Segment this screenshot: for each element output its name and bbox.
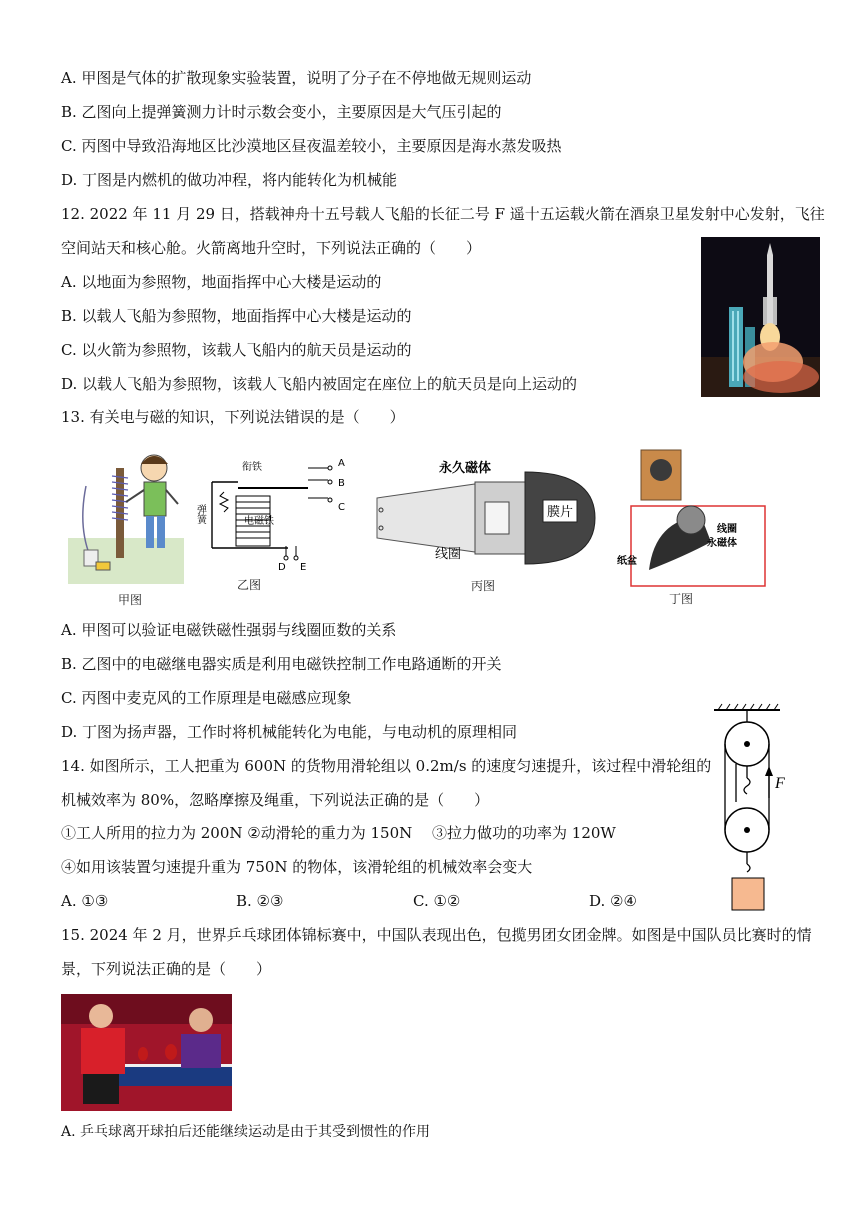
- q13-figure-yi: [194, 452, 360, 573]
- q13-caption-jia: 甲图: [118, 593, 143, 607]
- q12-stem-line1: 12. 2022 年 11 月 29 日，搭载神舟十五号载人飞船的长征二号 F 遥十五运载火箭在酒泉卫星发射中心发射，飞往: [61, 205, 825, 223]
- q15-stem-line1: 15. 2024 年 2 月，世界乒乓球团体锦标赛中，中国队表现出色，包揽男团女团金牌。如图是中国队员比赛时的情: [61, 926, 812, 944]
- q14-statements-line1: ①工人所用的拉力为 200N ②动滑轮的重力为 150N ③拉力做功的功率为 120W: [61, 824, 616, 842]
- q13-figure-ding: [615, 446, 775, 586]
- q11-option-c: C. 丙图中导致沿海地区比沙漠地区昼夜温差较小，主要原因是海水蒸发吸热: [61, 137, 562, 155]
- label-terminal-d: D: [278, 562, 286, 573]
- q13-option-d: D. 丁图为扬声器，工作时将机械能转化为电能，与电动机的原理相同: [61, 723, 518, 741]
- label-tanhuang: 弹簧: [194, 504, 206, 524]
- q12-option-d: D. 以载人飞船为参照物，该载人飞船内被固定在座位上的航天员是向上运动的: [61, 375, 578, 393]
- q13-figure-bing: [375, 452, 595, 572]
- q13-option-b: B. 乙图中的电磁继电器实质是利用电磁铁控制工作电路通断的开关: [61, 655, 502, 673]
- q13-caption-yi: 乙图: [237, 578, 262, 592]
- label-yongcitie: 永磁体: [707, 538, 737, 549]
- force-label: F: [775, 775, 785, 792]
- q14-option-a: A. ①③: [61, 892, 109, 910]
- q15-stem-line2: 景，下列说法正确的是（ ）: [61, 960, 272, 978]
- q11-option-a: A. 甲图是气体的扩散现象实验装置，说明了分子在不停地做无规则运动: [61, 69, 532, 87]
- q14-option-b: B. ②③: [236, 892, 284, 910]
- label-yongjiu-citi: 永久磁体: [439, 461, 492, 476]
- rocket-launch-photo: [701, 237, 820, 397]
- label-zhipen: 纸盆: [617, 556, 637, 567]
- label-xianquan: 线圈: [435, 547, 462, 562]
- label-terminal-a: A: [338, 458, 345, 469]
- q13-caption-bing: 丙图: [471, 579, 496, 593]
- q13-caption-ding: 丁图: [669, 592, 694, 606]
- q12-stem-line2: 空间站天和核心舱。火箭离地升空时，下列说法正确的（ ）: [61, 239, 482, 257]
- table-tennis-photo: [61, 994, 232, 1111]
- label-terminal-b: B: [338, 478, 345, 489]
- q11-option-b: B. 乙图向上提弹簧测力计时示数会变小，主要原因是大气压引起的: [61, 103, 502, 121]
- q14-option-d: D. ②④: [589, 892, 637, 910]
- label-xiantie: 衔铁: [242, 462, 262, 473]
- label-xianquan-speaker: 线圈: [717, 524, 737, 535]
- label-terminal-e: E: [300, 562, 307, 573]
- q14-stem-line2: 机械效率为 80%，忽略摩擦及绳重，下列说法正确的是（ ）: [61, 791, 490, 809]
- q12-option-c: C. 以火箭为参照物，该载人飞船内的航天员是运动的: [61, 341, 412, 359]
- q14-statements-line2: ④如用该装置匀速提升重为 750N 的物体，该滑轮组的机械效率会变大: [61, 858, 533, 876]
- q13-figure-jia: [68, 446, 184, 586]
- q13-option-a: A. 甲图可以验证电磁铁磁性强弱与线圈匝数的关系: [61, 621, 397, 639]
- label-mopian: 膜片: [547, 505, 574, 520]
- q15-option-a: A. 乒乓球离开球拍后还能继续运动是由于其受到惯性的作用: [61, 1124, 431, 1140]
- q12-option-b: B. 以载人飞船为参照物，地面指挥中心大楼是运动的: [61, 307, 412, 325]
- q14-stem-line1: 14. 如图所示，工人把重为 600N 的货物用滑轮组以 0.2m/s 的速度匀速提升，该过程中滑轮组的: [61, 757, 712, 775]
- pulley-system-figure: [708, 702, 798, 914]
- q13-stem: 13. 有关电与磁的知识，下列说法错误的是（ ）: [61, 408, 405, 426]
- q11-option-d: D. 丁图是内燃机的做功冲程，将内能转化为机械能: [61, 171, 398, 189]
- label-diancitie: 电磁铁: [244, 516, 274, 527]
- label-terminal-c: C: [338, 502, 345, 513]
- q13-option-c: C. 丙图中麦克风的工作原理是电磁感应现象: [61, 689, 352, 707]
- q12-option-a: A. 以地面为参照物，地面指挥中心大楼是运动的: [61, 273, 382, 291]
- q14-option-c: C. ①②: [413, 892, 461, 910]
